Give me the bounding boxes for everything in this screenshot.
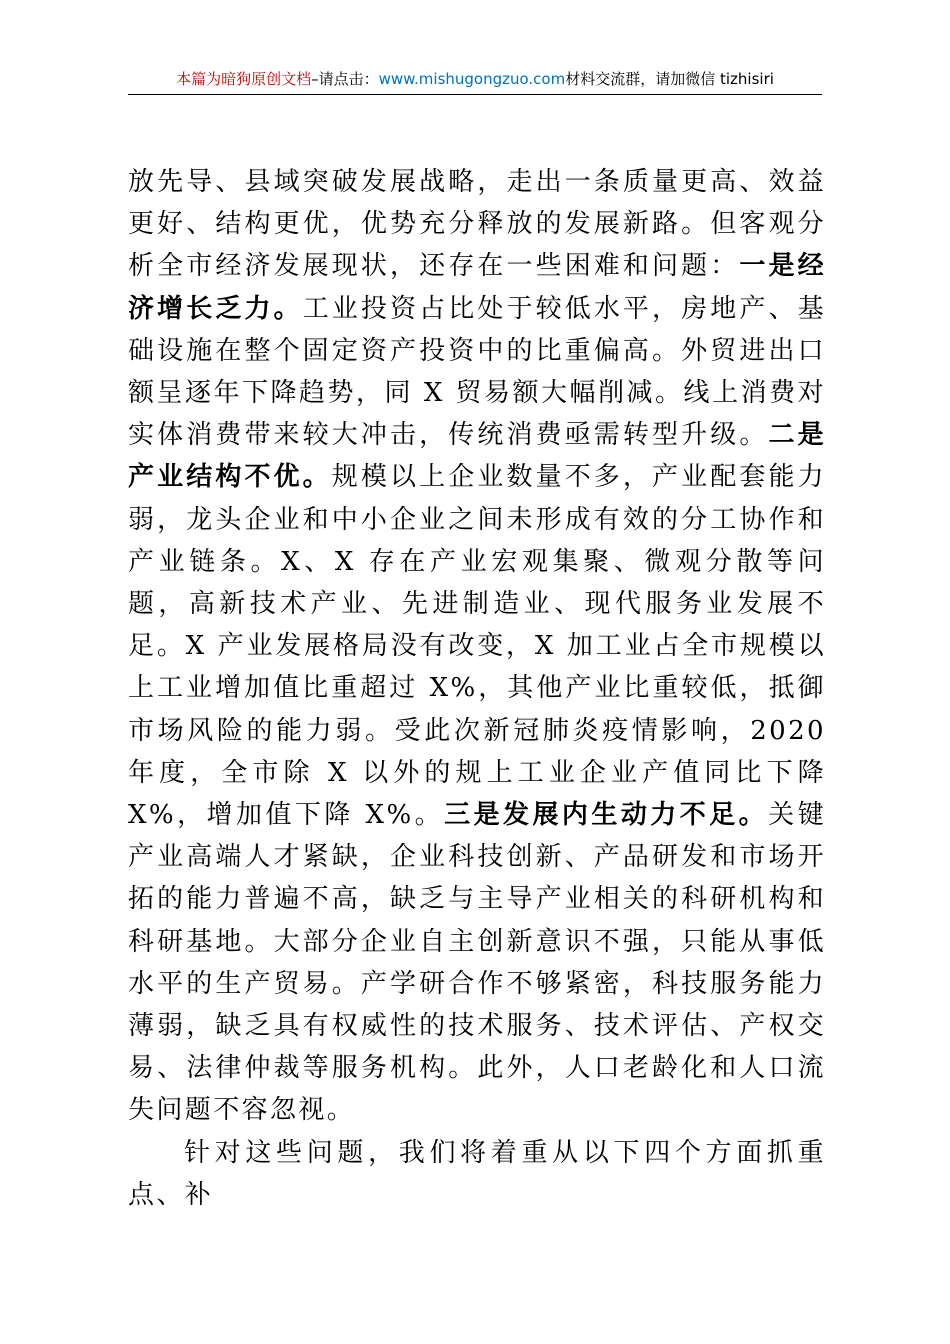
header-link[interactable]: www.mishugongzuo.com bbox=[378, 70, 566, 88]
paragraph-text: 放先导、县域突破发展战略，走出一条质量更高、效益更好、结构更优，优势充分释放的发展新路。但客观分析全市经济发展现状，还存在一些困难和问题： bbox=[128, 167, 826, 282]
highlight-heading-3: 三是发展内生动力不足。 bbox=[444, 800, 769, 831]
header-prompt: –请点击： bbox=[311, 70, 379, 88]
highlight-heading-2: 二是产业结构不优。 bbox=[128, 420, 826, 493]
paragraph-text: 工业投资占比处于较低水平，房地产、基础设施在整个固定资产投资中的比重偏高。外贸进出口额呈逐年下降趋势，同 X 贸易额大幅削减。线上消费对实体消费带来较大冲击，传统消费亟需转型升级。 bbox=[128, 293, 827, 451]
highlight-heading-1: 一是经济增长乏力。 bbox=[128, 251, 827, 324]
paragraph-text: 规模以上企业数量不多，产业配套能力弱，龙头企业和中小企业之间未形成有效的分工协作和产业链条。X、X 存在产业宏观集聚、微观分散等问题，高新技术产业、先进制造业、现代服务业发展不足。X 产业发展格局没有改变，X 加工业占全市规模以上工业增加值比重超过 X%，其他产业比重较低，抵御市场风险的能力弱。受此次新冠肺炎疫情影响，2020 年度，全市除 X 以外的规上工业企业产值同比下降 X%，增加值下降 X%。 bbox=[128, 462, 826, 831]
paragraph-2: 针对这些问题，我们将着重从以下四个方面抓重点、补 bbox=[128, 1137, 826, 1210]
document-body bbox=[128, 161, 826, 1216]
header-contact: 材料交流群，请加微信 tizhisiri bbox=[565, 70, 774, 88]
paragraph-1 bbox=[128, 161, 826, 1132]
header-notice: 本篇为暗狗原创文档 bbox=[176, 70, 312, 88]
paragraph-text: 关键产业高端人才紧缺，企业科技创新、产品研发和市场开拓的能力普遍不高，缺乏与主导产业相关的科研机构和科研基地。大部分企业自主创新意识不强，只能从事低水平的生产贸易。产学研合作不够紧密，科技服务能力薄弱，缺乏具有权威性的技术服务、技术评估、产权交易、法律仲裁等服务机构。此外，人口老龄化和人口流失问题不容忽视。 bbox=[128, 800, 826, 1126]
page-header bbox=[128, 64, 822, 95]
